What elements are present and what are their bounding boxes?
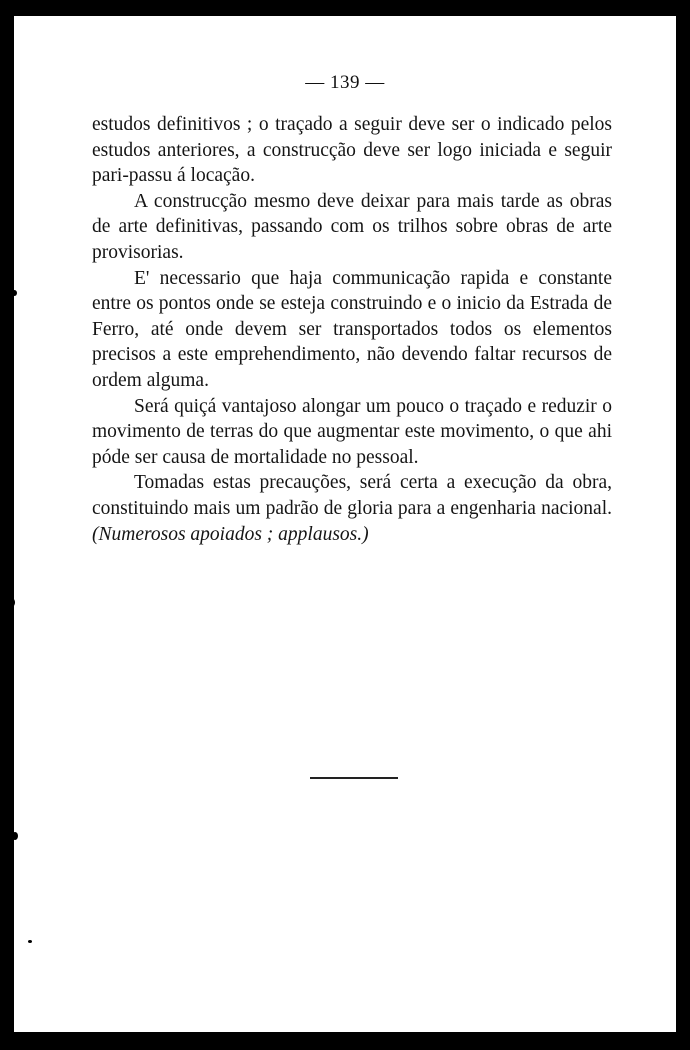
paragraph-5 <box>92 470 612 547</box>
paragraph-3: E' necessario que haja communicação rapida e constante entre os pontos onde se esteja construindo e o inicio da Estrada de Ferro, até onde devem ser transportados todos os elementos precisos a este emprehendimento, não devendo faltar recursos de ordem alguma. <box>92 267 612 391</box>
scan-speck <box>28 940 32 943</box>
page-number: — 139 — <box>305 72 385 93</box>
book-page <box>14 16 676 1032</box>
scan-speck <box>9 598 15 607</box>
applause-note: (Numerosos apoiados ; applausos.) <box>92 523 369 545</box>
scan-speck <box>12 832 18 840</box>
paragraph-4: Será quiçá vantajoso alongar um pouco o traçado e reduzir o movimento de terras do que augmentar este movimento, o que ahi póde ser causa de mortalidade no pessoal. <box>92 395 612 468</box>
paragraph-1: estudos definitivos ; o traçado a seguir deve ser o indicado pelos estudos anteriores, a construcção deve ser logo iniciada e seguir pari-passu á locação. <box>92 114 612 187</box>
body-text <box>92 112 612 547</box>
scan-speck <box>12 290 17 296</box>
paragraph-2: A construcção mesmo deve deixar para mais tarde as obras de arte definitivas, passando com os trilhos sobre obras de arte provisorias. <box>92 190 612 263</box>
closing-rule <box>310 777 398 779</box>
paragraph-5-text: Tomadas estas precauções, será certa a execução da obra, constituindo mais um padrão de gloria para a engenharia nacional. <box>92 472 612 519</box>
